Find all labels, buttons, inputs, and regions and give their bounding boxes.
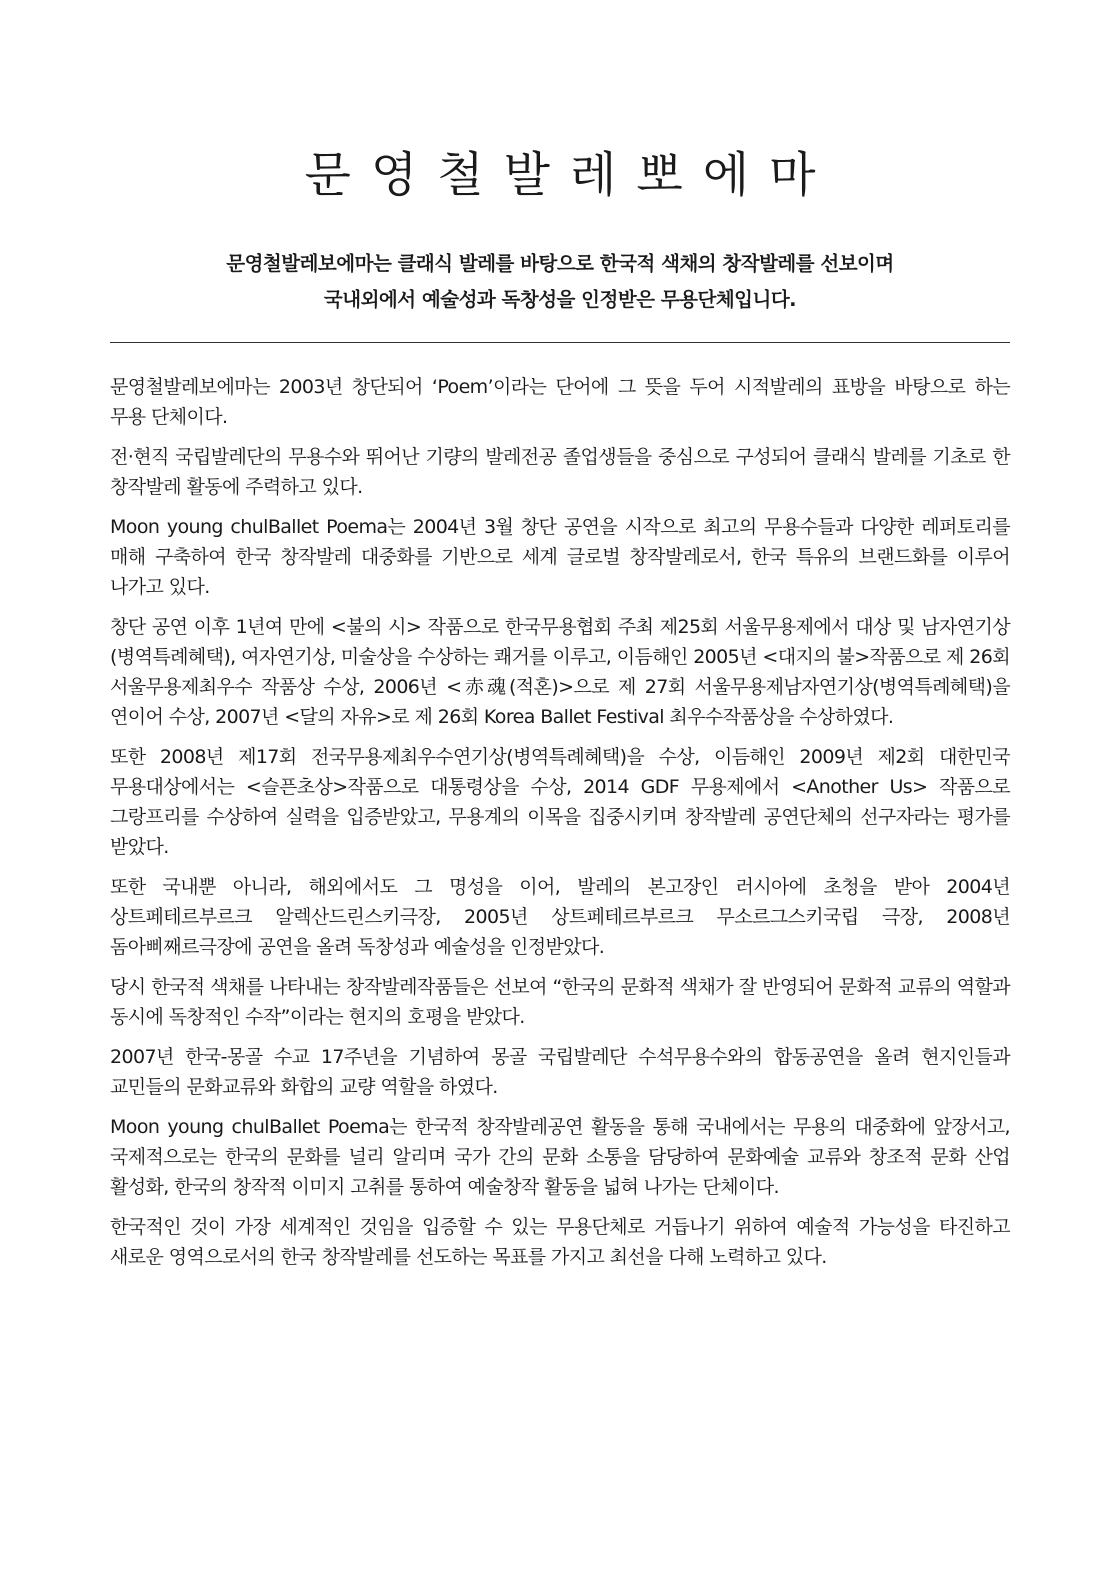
paragraph: 또한 국내뿐 아니라, 해외에서도 그 명성을 이어, 발레의 본고장인 러시아에 초청을 받아 2004년 상트페테르부르크 알렉산드린스키극장, 2005년 상트페테르부르크 무소르그스키국립 극장, 2008년 돔아삐째르극장에 공연을 올려 독창성과 예술성을 인정받았다. <box>110 876 1010 958</box>
paragraph: 2007년 한국-몽골 수교 17주년을 기념하여 몽골 국립발레단 수석무용수와의 합동공연을 올려 현지인들과 교민들의 문화교류와 화합의 교량 역할을 하였다. <box>110 1046 1010 1098</box>
paragraph: Moon young chulBallet Poema는 한국적 창작발레공연 활동을 통해 국내에서는 무용의 대중화에 앞장서고, 국제적으로는 한국의 문화를 널리 알리며 국가 간의 문화 소통을 담당하여 문화예술 교류와 창조적 문화 산업 활성화, 한국의 창작적 이미지 고취를 통하여 예술창작 활동을 넓혀 나가는 단체이다. <box>110 1116 1010 1198</box>
paragraph: Moon young chulBallet Poema는 2004년 3월 창단 공연을 시작으로 최고의 무용수들과 다양한 레퍼토리를 매해 구축하여 한국 창작발레 대중화를 기반으로 세계 글로벌 창작발레로서, 한국 특유의 브랜드화를 이루어 나가고 있다. <box>110 516 1010 598</box>
paragraph: 전·현직 국립발레단의 무용수와 뛰어난 기량의 발레전공 졸업생들을 중심으로 구성되어 클래식 발레를 기초로 한 창작발레 활동에 주력하고 있다. <box>110 446 1010 498</box>
paragraph: 문영철발레보에마는 2003년 창단되어 ‘Poem’이라는 단어에 그 뜻을 두어 시적발레의 표방을 바탕으로 하는 무용 단체이다. <box>110 376 1010 428</box>
page-title: 문영철발레뽀에마 <box>304 147 836 203</box>
paragraph: 또한 2008년 제17회 전국무용제최우수연기상(병역특례혜택)을 수상, 이듬해인 2009년 제2회 대한민국 무용대상에서는 <슬픈초상>작품으로 대통령상을 수상, 2014 GDF 무용제에서 <Another Us> 작품으로 그랑프리를 수상하여 실력을 입증받았고, 무용계의 이목을 집중시키며 창작발레 공연단체의 선구자라는 평가를 받았다. <box>110 746 1010 858</box>
paragraph: 창단 공연 이후 1년여 만에 <불의 시> 작품으로 한국무용협회 주최 제25회 서울무용제에서 대상 및 남자연기상(병역특례혜택), 여자연기상, 미술상을 수상하는 쾌거를 이루고, 이듬해인 2005년 <대지의 불>작품으로 제 26회 서울무용제최우수 작품상 수상, 2006년 <赤魂(적혼)>으로 제 27회 서울무용제남자연기상(병역특례혜택)을 연이어 수상, 2007년 <달의 자유>로 제 26회 Korea Ballet Festival 최우수작품상을 수상하였다. <box>110 616 1010 728</box>
subtitle-line-1: 문영철발레보에마는 클래식 발레를 바탕으로 한국적 색채의 창작발레를 선보이며 <box>226 252 894 275</box>
subtitle-line-2: 국내외에서 예술성과 독창성을 인정받은 무용단체입니다. <box>323 288 797 311</box>
page-subtitle <box>110 246 1010 318</box>
body-text <box>110 372 1010 1282</box>
paragraph: 한국적인 것이 가장 세계적인 것임을 입증할 수 있는 무용단체로 거듭나기 위하여 예술적 가능성을 타진하고 새로운 영역으로서의 한국 창작발레를 선도하는 목표를 가지고 최선을 다해 노력하고 있다. <box>110 1216 1010 1268</box>
paragraph: 당시 한국적 색채를 나타내는 창작발레작품들은 선보여 “한국의 문화적 색채가 잘 반영되어 문화적 교류의 역할과 동시에 독창적인 수작”이라는 현지의 호평을 받았다. <box>110 976 1010 1028</box>
divider <box>110 342 1010 343</box>
